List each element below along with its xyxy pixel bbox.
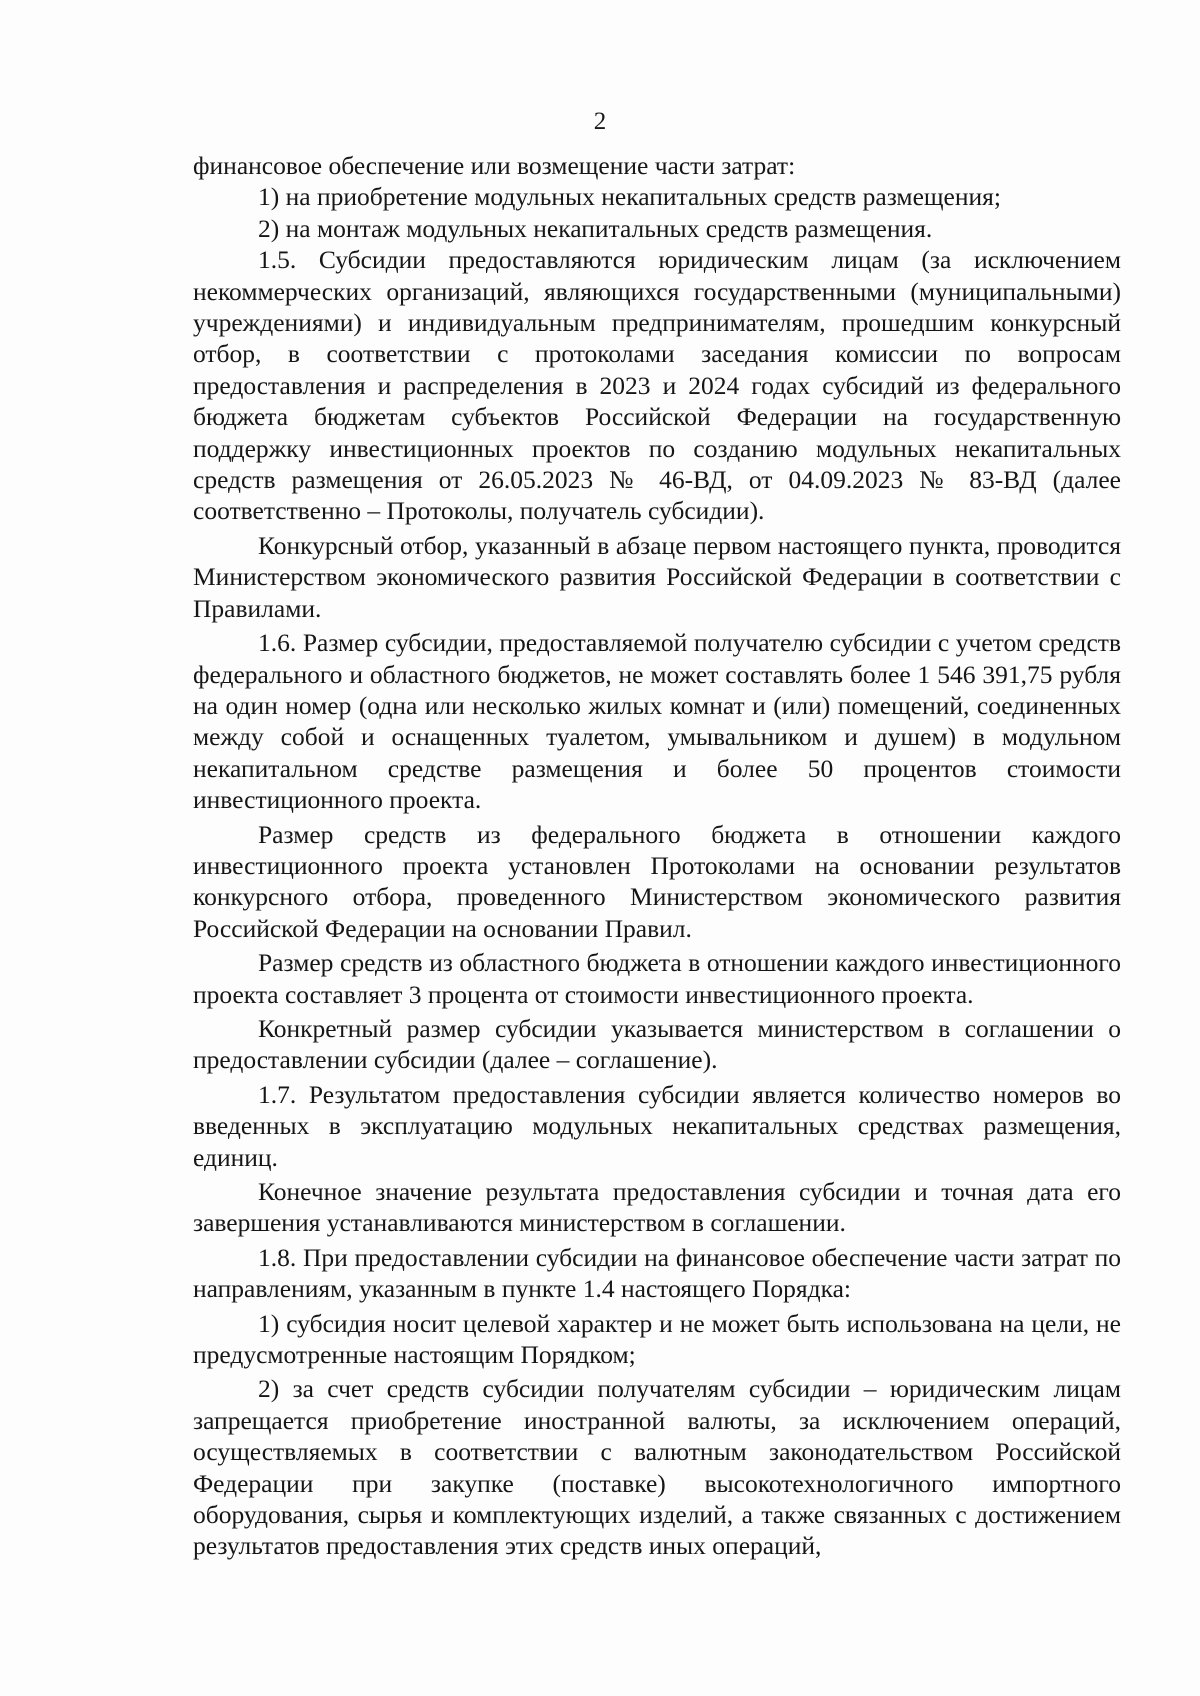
paragraph-final-result: Конечное значение результата предоставления субсидии и точная дата его завершения устанавливаются министерством в соглашении. xyxy=(193,1177,1121,1238)
paragraph-clause-1-8-item-2: 2) за счет средств субсидии получателям субсидии – юридическим лицам запрещается приобретение иностранной валюты, за исключением операций, осуществляемых в соответствии с валютным законодательством Российской Федерации при закупке (поставке) высокотехнологичного импортного оборудования, сырья и комплектующих изделий, а также связанных с достижением результатов предоставления этих средств иных операций, xyxy=(193,1374,1121,1561)
paragraph-clause-1-8-item-1: 1) субсидия носит целевой характер и не может быть использована на цели, не предусмотренные настоящим Порядком; xyxy=(193,1308,1121,1370)
paragraph-clause-1-6: 1.6. Размер субсидии, предоставляемой получателю субсидии с учетом средств федерального и областного бюджетов, не может составлять более 1 546 391,75 рубля на один номер (одна или несколько жилых комнат и (или) помещений, соединенных между собой и оснащенных туалетом, умывальником и душем) в модульном некапитальном средстве размещения и более 50 процентов стоимости инвестиционного проекта. xyxy=(193,628,1121,815)
paragraph-federal-budget: Размер средств из федерального бюджета в отношении каждого инвестиционного проекта установлен Протоколами на основании результатов конкурсного отбора, проведенного Министерством экономического развития Российской Федерации на основании Правил. xyxy=(193,819,1121,943)
paragraph-specific-amount: Конкретный размер субсидии указывается министерством в соглашении о предоставлении субсидии (далее – соглашение). xyxy=(193,1013,1121,1075)
paragraph-regional-budget: Размер средств из областного бюджета в отношении каждого инвестиционного проекта составляет 3 процента от стоимости инвестиционного проекта. xyxy=(193,948,1121,1009)
paragraph-clause-1-7: 1.7. Результатом предоставления субсидии является количество номеров во введенных в эксплуатацию модульных некапитальных средствах размещения, единиц. xyxy=(193,1079,1121,1172)
paragraph-list-item-2: 2) на монтаж модульных некапитальных средств размещения. xyxy=(258,213,933,243)
page-number: 2 xyxy=(593,108,607,135)
paragraph-clause-1-5: 1.5. Субсидии предоставляются юридическим лицам (за исключением некоммерческих организаций, являющихся государственными (муниципальными) учреждениями) и индивидуальным предпринимателям, прошедшим конкурсный отбор, в соответствии с протоколами заседания комиссии по вопросам предоставления и распределения в 2023 и 2024 годах субсидий из федерального бюджета бюджетам субъектов Российской Федерации на государственную поддержку инвестиционных проектов по созданию модульных некапитальных средств размещения от 26.05.2023 № 46-ВД, от 04.09.2023 № 83-ВД (далее соответственно – Протоколы, получатель субсидии). xyxy=(193,245,1121,526)
paragraph-clause-1-8: 1.8. При предоставлении субсидии на финансовое обеспечение части затрат по направлениям, указанным в пункте 1.4 настоящего Порядка: xyxy=(193,1242,1121,1304)
paragraph-competitive-selection: Конкурсный отбор, указанный в абзаце первом настоящего пункта, проводится Министерством экономического развития Российской Федерации в соответствии с Правилами. xyxy=(193,530,1121,623)
paragraph-list-item-1: 1) на приобретение модульных некапитальных средств размещения; xyxy=(258,182,1001,212)
paragraph-continuation: финансовое обеспечение или возмещение части затрат: xyxy=(193,151,796,180)
document-body xyxy=(193,150,1121,1562)
